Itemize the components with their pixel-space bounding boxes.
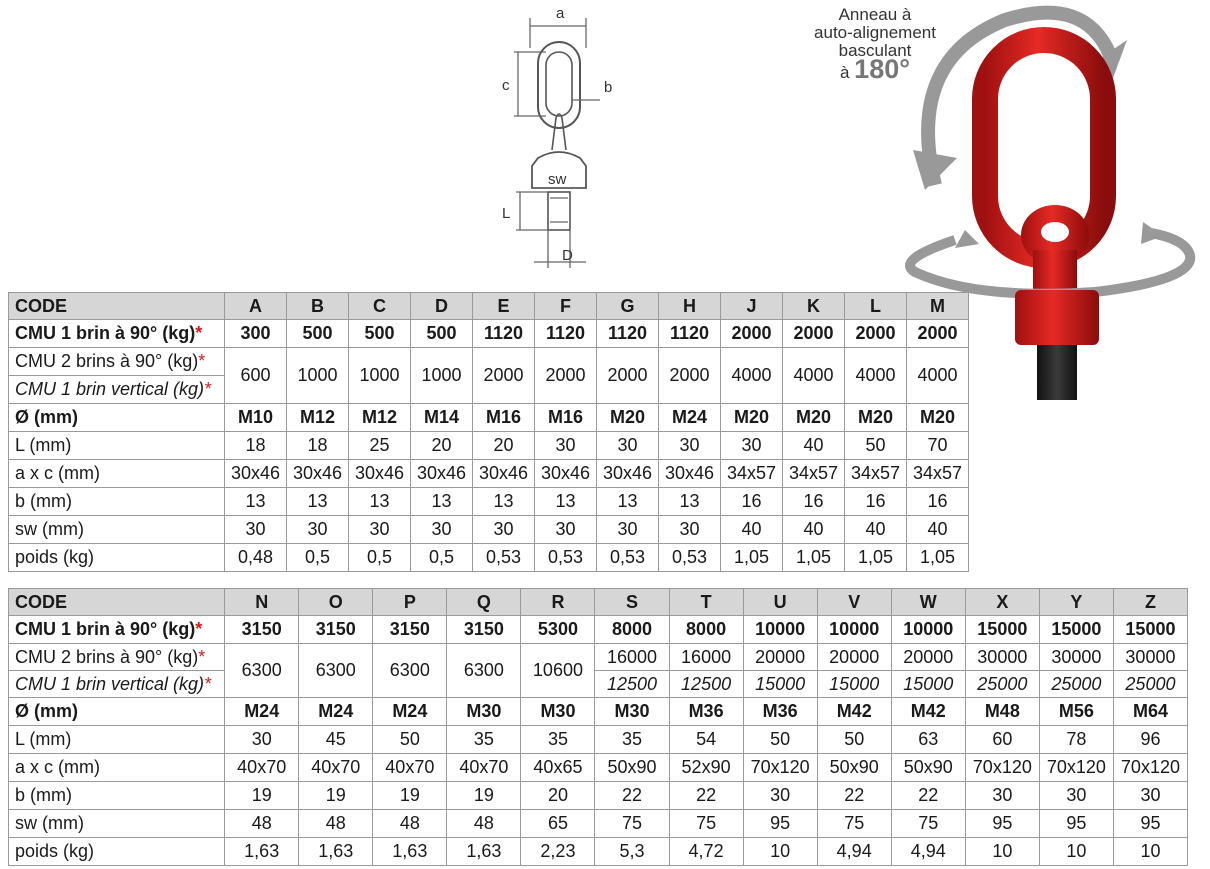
label-b: b (mm) <box>9 488 225 516</box>
poids-cell: 1,05 <box>721 544 783 572</box>
axc-cell: 70x120 <box>743 754 817 782</box>
cmu1-cell: 10000 <box>817 616 891 644</box>
cmu2-cell: 20000 <box>891 644 965 671</box>
b-cell: 13 <box>659 488 721 516</box>
poids-cell: 10 <box>743 838 817 866</box>
cmu2-cell: 30000 <box>1039 644 1113 671</box>
poids-cell: 10 <box>965 838 1039 866</box>
cmuv-cell: 15000 <box>743 671 817 698</box>
dim-c: c <box>502 77 510 94</box>
axc-cell: 30x46 <box>659 460 721 488</box>
L-cell: 35 <box>447 726 521 754</box>
L-cell: 40 <box>783 432 845 460</box>
axc-cell: 30x46 <box>473 460 535 488</box>
axc-cell: 70x120 <box>965 754 1039 782</box>
cmu1-cell: 500 <box>349 320 411 348</box>
sw-cell: 95 <box>1113 810 1187 838</box>
b-cell: 30 <box>743 782 817 810</box>
axc-cell: 40x70 <box>373 754 447 782</box>
cmu2-cell: 6300 <box>373 644 447 698</box>
L-cell: 20 <box>411 432 473 460</box>
sw-cell: 30 <box>535 516 597 544</box>
dia-cell: M64 <box>1113 698 1187 726</box>
b-cell: 13 <box>287 488 349 516</box>
code-cell: B <box>287 293 349 320</box>
b-cell: 22 <box>891 782 965 810</box>
sw-cell: 48 <box>373 810 447 838</box>
code-cell: W <box>891 589 965 616</box>
sw-cell: 40 <box>845 516 907 544</box>
cmu1-cell: 1120 <box>659 320 721 348</box>
b-cell: 19 <box>373 782 447 810</box>
b-cell: 16 <box>783 488 845 516</box>
cmu2-cell: 30000 <box>1113 644 1187 671</box>
dia-cell: M16 <box>473 404 535 432</box>
dia-cell: M16 <box>535 404 597 432</box>
caption-line-2: auto-alignement <box>814 23 936 42</box>
label-dia: Ø (mm) <box>9 404 225 432</box>
code-cell: X <box>965 589 1039 616</box>
axc-cell: 30x46 <box>597 460 659 488</box>
dia-cell: M20 <box>721 404 783 432</box>
axc-cell: 30x46 <box>411 460 473 488</box>
code-cell: K <box>783 293 845 320</box>
sw-cell: 40 <box>721 516 783 544</box>
axc-cell: 30x46 <box>225 460 287 488</box>
b-cell: 16 <box>845 488 907 516</box>
sw-cell: 30 <box>349 516 411 544</box>
axc-cell: 50x90 <box>595 754 669 782</box>
poids-cell: 0,5 <box>411 544 473 572</box>
axc-cell: 40x65 <box>521 754 595 782</box>
dia-cell: M20 <box>597 404 659 432</box>
code-cell: T <box>669 589 743 616</box>
code-cell: O <box>299 589 373 616</box>
cmu1-cell: 10000 <box>743 616 817 644</box>
sw-cell: 40 <box>907 516 969 544</box>
cmu2-cell: 600 <box>225 348 287 404</box>
label-axc: a x c (mm) <box>9 754 225 782</box>
dia-cell: M14 <box>411 404 473 432</box>
code-cell: Q <box>447 589 521 616</box>
b-cell: 19 <box>225 782 299 810</box>
dia-cell: M24 <box>225 698 299 726</box>
cmu2-cell: 4000 <box>907 348 969 404</box>
sw-cell: 65 <box>521 810 595 838</box>
cmu1-cell: 500 <box>411 320 473 348</box>
b-cell: 16 <box>721 488 783 516</box>
L-cell: 54 <box>669 726 743 754</box>
axc-cell: 34x57 <box>907 460 969 488</box>
label-b: b (mm) <box>9 782 225 810</box>
cmu2-cell: 30000 <box>965 644 1039 671</box>
axc-cell: 34x57 <box>845 460 907 488</box>
poids-cell: 0,53 <box>473 544 535 572</box>
cmuv-cell: 12500 <box>669 671 743 698</box>
cmu2-cell: 2000 <box>659 348 721 404</box>
cmuv-cell: 15000 <box>817 671 891 698</box>
L-cell: 25 <box>349 432 411 460</box>
label-code: CODE <box>9 293 225 320</box>
cmu2-cell: 10600 <box>521 644 595 698</box>
b-cell: 13 <box>411 488 473 516</box>
L-cell: 45 <box>299 726 373 754</box>
L-cell: 50 <box>817 726 891 754</box>
cmu1-cell: 1120 <box>473 320 535 348</box>
poids-cell: 4,72 <box>669 838 743 866</box>
caption-line-3: basculant <box>838 41 912 60</box>
table-row-L <box>9 432 969 460</box>
b-cell: 13 <box>349 488 411 516</box>
L-cell: 96 <box>1113 726 1187 754</box>
sw-cell: 95 <box>1039 810 1113 838</box>
code-cell: Z <box>1113 589 1187 616</box>
label-sw: sw (mm) <box>9 810 225 838</box>
table-row-sw <box>9 516 969 544</box>
cmu1-cell: 3150 <box>225 616 299 644</box>
cmuv-cell: 15000 <box>891 671 965 698</box>
L-cell: 50 <box>845 432 907 460</box>
cmu1-cell: 2000 <box>907 320 969 348</box>
code-cell: A <box>225 293 287 320</box>
poids-cell: 0,53 <box>597 544 659 572</box>
cmu2-cell: 6300 <box>299 644 373 698</box>
cmu2-cell: 6300 <box>225 644 299 698</box>
b-cell: 30 <box>1113 782 1187 810</box>
L-cell: 50 <box>373 726 447 754</box>
cmuv-cell: 25000 <box>1039 671 1113 698</box>
cmu1-cell: 15000 <box>1113 616 1187 644</box>
sw-cell: 48 <box>447 810 521 838</box>
sw-cell: 30 <box>659 516 721 544</box>
label-code: CODE <box>9 589 225 616</box>
dim-sw: sw <box>548 171 567 188</box>
axc-cell: 34x57 <box>721 460 783 488</box>
poids-cell: 1,63 <box>225 838 299 866</box>
table-row-sw <box>9 810 1188 838</box>
cmu1-cell: 300 <box>225 320 287 348</box>
code-cell: H <box>659 293 721 320</box>
dia-cell: M30 <box>447 698 521 726</box>
dia-cell: M48 <box>965 698 1039 726</box>
L-cell: 18 <box>287 432 349 460</box>
dia-cell: M42 <box>891 698 965 726</box>
cmu1-cell: 8000 <box>595 616 669 644</box>
cmu2-cell: 1000 <box>287 348 349 404</box>
poids-cell: 10 <box>1039 838 1113 866</box>
poids-cell: 1,63 <box>373 838 447 866</box>
label-cmuv: CMU 1 brin vertical (kg)* <box>9 671 225 698</box>
spec-table-1 <box>8 292 969 572</box>
sw-cell: 30 <box>225 516 287 544</box>
b-cell: 13 <box>473 488 535 516</box>
dia-cell: M12 <box>349 404 411 432</box>
sw-cell: 30 <box>597 516 659 544</box>
code-cell: L <box>845 293 907 320</box>
table-row-b <box>9 488 969 516</box>
table-row-cmu1 <box>9 320 969 348</box>
b-cell: 13 <box>535 488 597 516</box>
b-cell: 30 <box>1039 782 1113 810</box>
dia-cell: M20 <box>783 404 845 432</box>
poids-cell: 0,53 <box>659 544 721 572</box>
dia-cell: M24 <box>373 698 447 726</box>
code-cell: G <box>597 293 659 320</box>
dia-cell: M36 <box>669 698 743 726</box>
table-row-cmuv <box>9 671 1188 698</box>
b-cell: 22 <box>669 782 743 810</box>
cmu2-cell: 2000 <box>535 348 597 404</box>
cmu1-cell: 10000 <box>891 616 965 644</box>
sw-cell: 75 <box>595 810 669 838</box>
b-cell: 13 <box>225 488 287 516</box>
code-cell: N <box>225 589 299 616</box>
dim-D: D <box>562 247 573 264</box>
b-cell: 30 <box>965 782 1039 810</box>
cmu2-cell: 4000 <box>783 348 845 404</box>
cmuv-cell: 25000 <box>1113 671 1187 698</box>
axc-cell: 30x46 <box>287 460 349 488</box>
code-cell: D <box>411 293 473 320</box>
cmu1-cell: 1120 <box>597 320 659 348</box>
code-cell: C <box>349 293 411 320</box>
caption-degrees: 180° <box>854 54 911 84</box>
L-cell: 50 <box>743 726 817 754</box>
cmu2-cell: 20000 <box>817 644 891 671</box>
axc-cell: 70x120 <box>1039 754 1113 782</box>
table-row-cmu1 <box>9 616 1188 644</box>
poids-cell: 1,05 <box>907 544 969 572</box>
code-cell: V <box>817 589 891 616</box>
dia-cell: M24 <box>299 698 373 726</box>
sw-cell: 75 <box>817 810 891 838</box>
cmu1-cell: 8000 <box>669 616 743 644</box>
poids-cell: 0,48 <box>225 544 287 572</box>
table-row-cmu2 <box>9 644 1188 671</box>
cmu2-cell: 2000 <box>473 348 535 404</box>
cmu2-cell: 4000 <box>721 348 783 404</box>
poids-cell: 10 <box>1113 838 1187 866</box>
poids-cell: 1,63 <box>447 838 521 866</box>
label-poids: poids (kg) <box>9 838 225 866</box>
dia-cell: M56 <box>1039 698 1113 726</box>
L-cell: 35 <box>595 726 669 754</box>
label-cmu2: CMU 2 brins à 90° (kg)* <box>9 644 225 671</box>
table-row-poids <box>9 544 969 572</box>
table-row-b <box>9 782 1188 810</box>
sw-cell: 48 <box>299 810 373 838</box>
b-cell: 20 <box>521 782 595 810</box>
cmu2-cell: 4000 <box>845 348 907 404</box>
poids-cell: 2,23 <box>521 838 595 866</box>
table-row-code <box>9 293 969 320</box>
L-cell: 18 <box>225 432 287 460</box>
axc-cell: 70x120 <box>1113 754 1187 782</box>
cmu2-cell: 16000 <box>669 644 743 671</box>
L-cell: 35 <box>521 726 595 754</box>
L-cell: 30 <box>597 432 659 460</box>
caption-prefix: à <box>839 63 850 82</box>
L-cell: 60 <box>965 726 1039 754</box>
label-cmu1: CMU 1 brin à 90° (kg)* <box>9 616 225 644</box>
sw-cell: 95 <box>743 810 817 838</box>
label-cmuv: CMU 1 brin vertical (kg)* <box>9 376 225 404</box>
table-row-dia <box>9 404 969 432</box>
label-L: L (mm) <box>9 726 225 754</box>
b-cell: 19 <box>299 782 373 810</box>
b-cell: 22 <box>817 782 891 810</box>
table-row-poids <box>9 838 1188 866</box>
table-row-L <box>9 726 1188 754</box>
sw-cell: 75 <box>669 810 743 838</box>
axc-cell: 52x90 <box>669 754 743 782</box>
dia-cell: M24 <box>659 404 721 432</box>
label-poids: poids (kg) <box>9 544 225 572</box>
technical-drawing <box>490 0 630 272</box>
L-cell: 20 <box>473 432 535 460</box>
axc-cell: 30x46 <box>535 460 597 488</box>
table-row-axc <box>9 754 1188 782</box>
dim-L: L <box>502 205 511 222</box>
sw-cell: 48 <box>225 810 299 838</box>
poids-cell: 5,3 <box>595 838 669 866</box>
cmuv-cell: 12500 <box>595 671 669 698</box>
cmu2-cell: 20000 <box>743 644 817 671</box>
cmu2-cell: 16000 <box>595 644 669 671</box>
cmu1-cell: 2000 <box>721 320 783 348</box>
table-row-dia <box>9 698 1188 726</box>
b-cell: 19 <box>447 782 521 810</box>
code-cell: Y <box>1039 589 1113 616</box>
label-cmu2: CMU 2 brins à 90° (kg)* <box>9 348 225 376</box>
axc-cell: 40x70 <box>447 754 521 782</box>
code-cell: R <box>521 589 595 616</box>
L-cell: 78 <box>1039 726 1113 754</box>
dia-cell: M20 <box>845 404 907 432</box>
L-cell: 30 <box>225 726 299 754</box>
poids-cell: 0,5 <box>287 544 349 572</box>
label-cmu1: CMU 1 brin à 90° (kg)* <box>9 320 225 348</box>
dia-cell: M10 <box>225 404 287 432</box>
label-dia: Ø (mm) <box>9 698 225 726</box>
sw-cell: 30 <box>411 516 473 544</box>
cmu1-cell: 3150 <box>373 616 447 644</box>
axc-cell: 50x90 <box>817 754 891 782</box>
cmu1-cell: 5300 <box>521 616 595 644</box>
poids-cell: 1,05 <box>845 544 907 572</box>
axc-cell: 34x57 <box>783 460 845 488</box>
cmu1-cell: 500 <box>287 320 349 348</box>
table-row-cmu2 <box>9 348 969 376</box>
poids-cell: 4,94 <box>817 838 891 866</box>
sw-cell: 40 <box>783 516 845 544</box>
cmu2-cell: 1000 <box>349 348 411 404</box>
table-row-code <box>9 589 1188 616</box>
axc-cell: 40x70 <box>299 754 373 782</box>
label-axc: a x c (mm) <box>9 460 225 488</box>
sw-cell: 95 <box>965 810 1039 838</box>
b-cell: 22 <box>595 782 669 810</box>
caption-line-1: Anneau à <box>838 5 912 24</box>
sw-cell: 30 <box>287 516 349 544</box>
code-cell: E <box>473 293 535 320</box>
dia-cell: M30 <box>595 698 669 726</box>
dim-b: b <box>604 79 613 96</box>
cmuv-cell: 25000 <box>965 671 1039 698</box>
L-cell: 30 <box>659 432 721 460</box>
cmu1-cell: 2000 <box>845 320 907 348</box>
cmu1-cell: 2000 <box>783 320 845 348</box>
cmu2-cell: 2000 <box>597 348 659 404</box>
label-sw: sw (mm) <box>9 516 225 544</box>
poids-cell: 0,5 <box>349 544 411 572</box>
cmu1-cell: 3150 <box>299 616 373 644</box>
poids-cell: 1,63 <box>299 838 373 866</box>
poids-cell: 0,53 <box>535 544 597 572</box>
axc-cell: 40x70 <box>225 754 299 782</box>
code-cell: M <box>907 293 969 320</box>
dia-cell: M20 <box>907 404 969 432</box>
code-cell: U <box>743 589 817 616</box>
dia-cell: M12 <box>287 404 349 432</box>
dia-cell: M42 <box>817 698 891 726</box>
axc-cell: 30x46 <box>349 460 411 488</box>
code-cell: P <box>373 589 447 616</box>
L-cell: 30 <box>721 432 783 460</box>
dia-cell: M30 <box>521 698 595 726</box>
sw-cell: 30 <box>473 516 535 544</box>
poids-cell: 1,05 <box>783 544 845 572</box>
code-cell: S <box>595 589 669 616</box>
code-cell: F <box>535 293 597 320</box>
axc-cell: 50x90 <box>891 754 965 782</box>
label-L: L (mm) <box>9 432 225 460</box>
cmu1-cell: 15000 <box>1039 616 1113 644</box>
table-row-axc <box>9 460 969 488</box>
b-cell: 16 <box>907 488 969 516</box>
poids-cell: 4,94 <box>891 838 965 866</box>
dim-a: a <box>556 5 565 22</box>
dia-cell: M36 <box>743 698 817 726</box>
cmu2-cell: 6300 <box>447 644 521 698</box>
spec-table-2 <box>8 588 1188 866</box>
sw-cell: 75 <box>891 810 965 838</box>
b-cell: 13 <box>597 488 659 516</box>
cmu1-cell: 15000 <box>965 616 1039 644</box>
L-cell: 63 <box>891 726 965 754</box>
L-cell: 70 <box>907 432 969 460</box>
cmu1-cell: 1120 <box>535 320 597 348</box>
cmu1-cell: 3150 <box>447 616 521 644</box>
code-cell: J <box>721 293 783 320</box>
L-cell: 30 <box>535 432 597 460</box>
cmu2-cell: 1000 <box>411 348 473 404</box>
